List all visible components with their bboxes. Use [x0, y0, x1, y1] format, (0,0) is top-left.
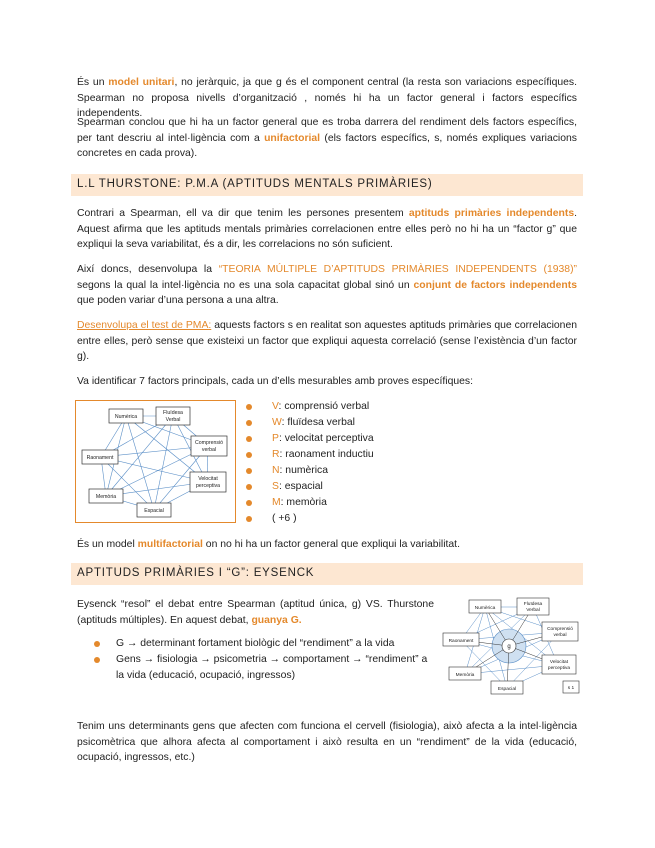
paragraph-theory: Així doncs, desenvolupa la “TEORIA MÚLTIPLE D’APTITUDS PRIMÀRIES INDEPENDENTS (1938)” segons la qual la intel·ligència no es una sola capacitat global sinó un conjunt de factors independents que poden variar d’una persona a una altra.: [77, 264, 577, 306]
node-fluidesa-verbal: Verbal: [165, 417, 181, 423]
node-comprensio: Comprensió: [195, 440, 223, 446]
node-velocitat: Velocitat: [549, 660, 569, 665]
node-velocitat-perceptiva: perceptiva: [196, 483, 220, 489]
node-s1: s 1: [567, 686, 575, 691]
node-g: g: [507, 644, 511, 650]
paragraph-multifactorial: És un model multifactorial on no hi ha un factor general que expliqui la variabilitat.: [77, 539, 460, 550]
g-factor-diagram-svg: [441, 594, 582, 698]
section-heading-text: APTITUDS PRIMÀRIES I “G”: EYSENCK: [77, 567, 315, 579]
node-velocitat: Velocitat: [198, 476, 218, 482]
paragraph-thurstone-intro: Contrari a Spearman, ell va dir que tenim les persones presentem aptituds primàries independents. Aquest afirma que les aptituds mentals primàries correlacionen entre elles però no hi ha un “factor g” que expliqui la seva variabilitat, és a dir, les correlacions no són suficient.: [77, 208, 577, 250]
node-espacial: Espacial: [497, 687, 517, 692]
node-raonament: Raonament: [448, 639, 474, 644]
paragraph-seven-factors: Va identificar 7 factors principals, cada un d’ells mesurables amb proves específiques:: [77, 376, 474, 387]
node-velocitat-perceptiva: perceptiva: [547, 666, 571, 671]
node-fluidesa: Fluïdesa: [523, 602, 543, 607]
node-comprensio-verbal: verbal: [553, 633, 567, 638]
section-heading-text: L.L THURSTONE: P.M.A (APTITUDS MENTALS PRIMÀRIES): [77, 178, 433, 190]
node-fluidesa-verbal: Verbal: [526, 608, 540, 613]
paragraph-spearman-conclusion: Spearman conclou que hi ha un factor general que es troba darrera del rendiment dels factors específics, per tant descriu al intel·ligència com a unifactorial (els factors específics, s, només expliques variacions concretes en cada prova).: [77, 117, 577, 159]
node-raonament: Raonament: [86, 455, 114, 461]
node-numerica: Numèrica: [474, 606, 496, 611]
paragraph-eysenck: Eysenck “resol” el debat entre Spearman (aptitud única, g) VS. Thurstone (aptituds múltiples). En aquest debat, guanya G.: [77, 599, 434, 626]
node-memoria: Memòria: [95, 494, 117, 500]
node-numerica: Numèrica: [114, 414, 138, 420]
node-espacial: Espacial: [144, 508, 164, 514]
node-fluidesa: Fluïdesa: [163, 410, 183, 416]
paragraph-determinants: Tenim uns determinants gens que afecten com funciona el cervell (fisiologia), això afecta a la intel·ligència psicomètrica que alhora afecta al comportament i això resulta en un “rendiment” de la vida (educació, ocupació, ingressos, etc.): [77, 721, 577, 763]
section-heading-eysenck: [71, 563, 583, 585]
section-heading-thurstone: [71, 174, 583, 196]
paragraph-pma-test: Desenvolupa el test de PMA: aquests factors s en realitat son aquestes aptituds primàries que correlacionen entre elles, però sense que existeixi un factor que expliqui aquesta correlació (sense l’existència d’un factor g).: [77, 320, 578, 362]
node-comprensio-verbal: verbal: [201, 447, 217, 453]
factors-diagram-svg: [76, 401, 235, 522]
g-factor-diagram: [441, 594, 582, 698]
factors-diagram: [75, 400, 236, 523]
paragraph-model-unitari: És un model unitari, no jeràrquic, ja que g és el component central (la resta son variacions específiques. Spearman no proposa nivells d’organització , només hi ha un factor general i factors específics independents.: [77, 77, 577, 119]
node-comprensio: Comprensió: [547, 627, 573, 632]
pma-test-link: Desenvolupa el test de PMA:: [77, 320, 212, 331]
node-memoria: Memòria: [455, 673, 475, 678]
